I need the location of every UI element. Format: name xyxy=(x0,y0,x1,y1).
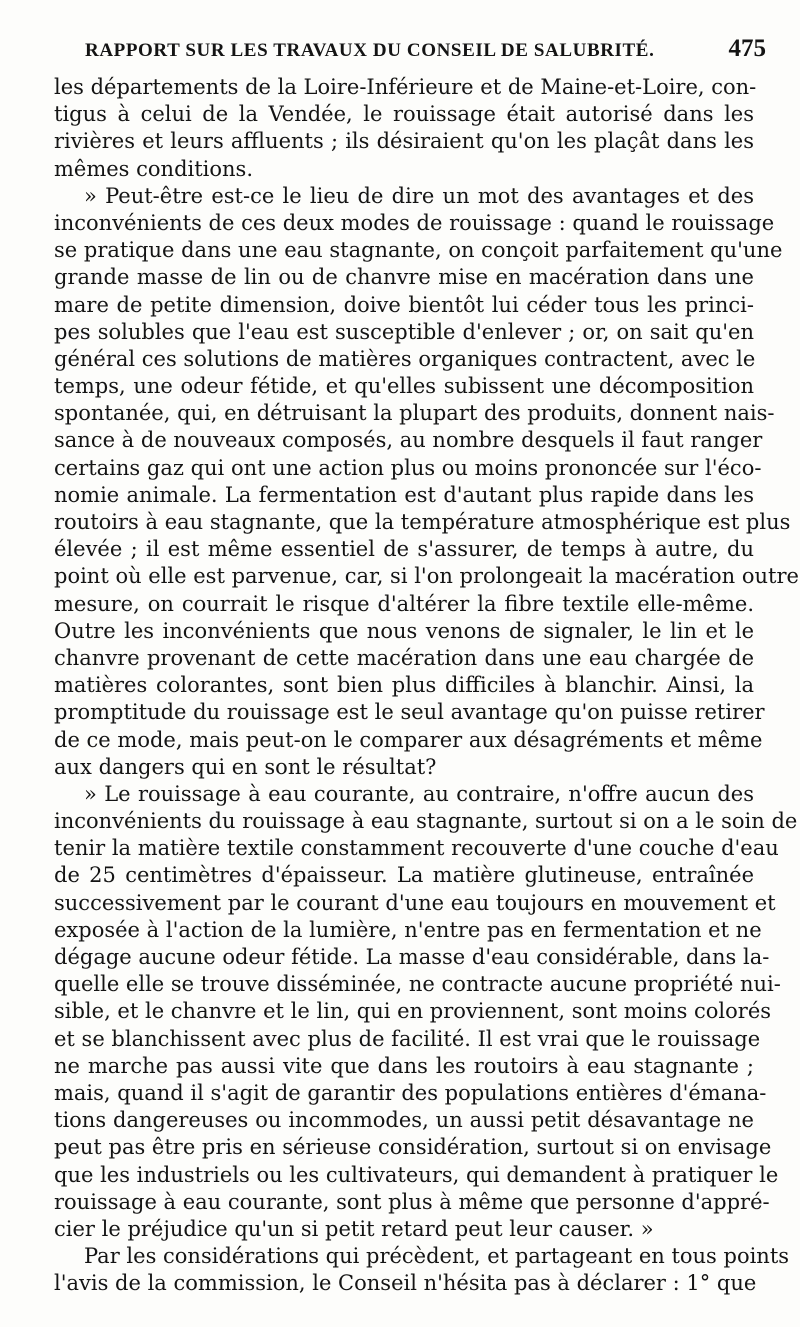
text-line: routoirs à eau stagnante, que la température atmosphérique est plus xyxy=(54,510,791,534)
text-line: tigus à celui de la Vendée, le rouissage était autorisé dans les xyxy=(54,102,754,127)
running-title: RAPPORT SUR LES TRAVAUX DU CONSEIL DE SALUBRITÉ. xyxy=(85,40,655,61)
text-line: grande masse de lin ou de chanvre mise en macération dans une xyxy=(54,265,754,290)
page-number: 475 xyxy=(728,35,766,62)
text-line: spontanée, qui, en détruisant la plupart des produits, donnent nais- xyxy=(54,401,775,426)
text-line: se pratique dans une eau stagnante, on conçoit parfaitement qu'une xyxy=(54,238,783,263)
text-line: exposée à l'action de la lumière, n'entre pas en fermentation et ne xyxy=(54,917,762,942)
text-line: rivières et leurs affluents ; ils désiraient qu'on les plaçât dans les xyxy=(54,129,754,154)
text-line: tenir la matière textile constamment recouverte d'une couche d'eau xyxy=(54,836,779,861)
body-text xyxy=(54,74,799,1297)
text-line: certains gaz qui ont une action plus ou moins prononcée sur l'éco- xyxy=(54,455,762,480)
text-line: cier le préjudice qu'un si petit retard peut leur causer. » xyxy=(54,1216,654,1241)
text-line: élevée ; il est même essentiel de s'assurer, de temps à autre, du xyxy=(54,537,754,562)
text-line: inconvénients de ces deux modes de rouissage : quand le rouissage xyxy=(54,210,775,235)
text-line: inconvénients du rouissage à eau stagnante, surtout si on a le soin de xyxy=(54,809,798,834)
text-line: dégage aucune odeur fétide. La masse d'eau considérable, dans la- xyxy=(54,945,770,969)
text-line: mesure, on courrait le risque d'altérer la fibre textile elle-même. xyxy=(54,591,754,616)
text-line: tions dangereuses ou incommodes, un aussi petit désavantage ne xyxy=(54,1108,754,1133)
text-line: promptitude du rouissage est le seul avantage qu'on puisse retirer xyxy=(54,700,765,725)
running-header xyxy=(50,36,770,76)
text-line: Outre les inconvénients que nous venons de signaler, le lin et le xyxy=(54,618,754,643)
text-line: nomie animale. La fermentation est d'autant plus rapide dans les xyxy=(54,482,754,507)
text-line: et se blanchissent avec plus de facilité. Il est vrai que le rouissage xyxy=(54,1026,761,1051)
text-line: mare de petite dimension, doive bientôt lui céder tous les princi- xyxy=(54,292,754,317)
text-line: général ces solutions de matières organiques contractent, avec le xyxy=(54,346,756,371)
text-line: ne marche pas aussi vite que dans les routoirs à eau stagnante ; xyxy=(54,1053,754,1078)
text-line: mêmes conditions. xyxy=(54,156,253,181)
text-line: sible, et le chanvre et le lin, qui en proviennent, sont moins colorés xyxy=(54,999,772,1024)
text-line: que les industriels ou les cultivateurs, qui demandent à pratiquer le xyxy=(54,1162,779,1187)
text-line: pes solubles que l'eau est susceptible d'enlever ; or, on sait qu'en xyxy=(54,319,754,344)
text-line: de 25 centimètres d'épaisseur. La matière glutineuse, entraînée xyxy=(54,863,754,888)
text-line: chanvre provenant de cette macération dans une eau chargée de xyxy=(54,645,754,670)
text-line: sance à de nouveaux composés, au nombre desquels il faut ranger xyxy=(54,428,763,453)
text-line: mais, quand il s'agit de garantir des populations entières d'émana- xyxy=(54,1080,767,1105)
text-line: l'avis de la commission, le Conseil n'hésita pas à déclarer : 1° que xyxy=(54,1271,757,1296)
text-line: aux dangers qui en sont le résultat? xyxy=(54,754,437,779)
text-line: » Le rouissage à eau courante, au contraire, n'offre aucun des xyxy=(84,781,754,806)
text-line: quelle elle se trouve disséminée, ne contracte aucune propriété nui- xyxy=(54,972,781,997)
text-line: Par les considérations qui précèdent, et partageant en tous points xyxy=(84,1244,790,1269)
text-line: point où elle est parvenue, car, si l'on prolongeait la macération outre xyxy=(54,564,799,589)
text-line: temps, une odeur fétide, et qu'elles subissent une décomposition xyxy=(54,374,754,399)
text-line: matières colorantes, sont bien plus difficiles à blanchir. Ainsi, la xyxy=(54,673,754,698)
text-line: successivement par le courant d'une eau toujours en mouvement et xyxy=(54,890,776,915)
text-line: rouissage à eau courante, sont plus à même que personne d'appré- xyxy=(54,1189,770,1214)
text-line: les départements de la Loire-Inférieure et de Maine-et-Loire, con- xyxy=(54,75,757,99)
text-line: peut pas être pris en sérieuse considération, surtout si on envisage xyxy=(54,1135,772,1160)
text-line: de ce mode, mais peut-on le comparer aux désagréments et même xyxy=(54,727,763,752)
text-line: » Peut-être est-ce le lieu de dire un mot des avantages et des xyxy=(84,183,754,208)
